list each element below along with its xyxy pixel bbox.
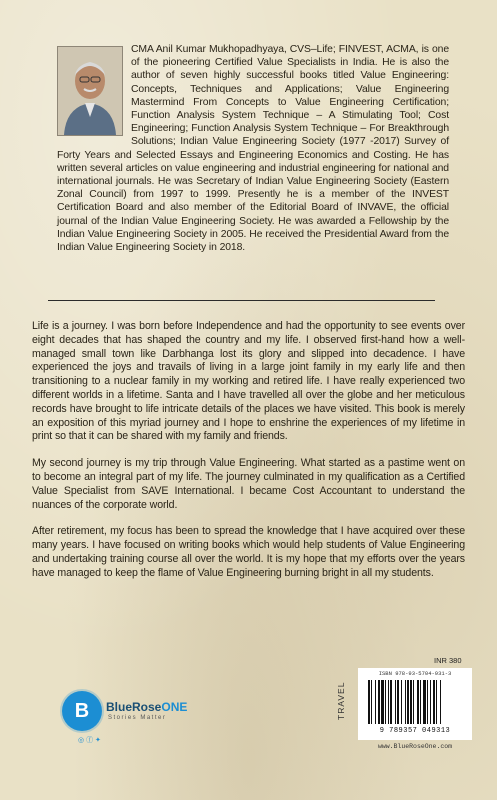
- publisher-name-part2: ONE: [161, 700, 188, 714]
- barcode-bar: [368, 680, 370, 724]
- instagram-icon: ◎: [78, 737, 85, 744]
- author-bio-section: [57, 43, 449, 254]
- author-bio-text: CMA Anil Kumar Mukhopadhyaya, CVS–Life; FINVEST, ACMA, is one of the pioneering Certified Value Specialists in India. He is also the author of seven highly successful books titled Value Engineering: Concepts, Techniques and Applications; Value Engineering Mastermind From Concepts to Value Engineering Certification; Function Analysis System Technique – A Stimulating Tool; Cost Engineering; Function Analysis System Technique – For Breakthrough Solutions; Indian Value Engineering Society (1977 -2017) Survey of Forty Years and Selected Essays and Engineering Economics and Costing. He has written several articles on value engineering and industrial engineering for national and international journals. He was Secretary of Indian Value Engineering Society (Eastern Zonal Council) from 1997 to 1999. Presently he is a member of the INVEST Certification Board and also member of the Editorial Board of INVAVE, the official journal of the Indian Value Engineering Society. He was awarded a Fellowship by the Indian Value Engineering Society in 2005. He received the Presidential Award from the Indian Value Engineering Society in 2018.: [57, 44, 449, 254]
- barcode-bar: [385, 680, 386, 724]
- author-portrait-icon: [58, 47, 122, 135]
- barcode-bar: [413, 680, 414, 724]
- barcode-bar: [410, 680, 412, 724]
- barcode-bar: [401, 680, 402, 724]
- publisher-name-part1: BlueRose: [106, 700, 162, 714]
- barcode-icon: [368, 680, 464, 724]
- barcode-bar: [407, 680, 409, 724]
- isbn-label: ISBN 978-93-5704-931-3: [378, 670, 452, 677]
- barcode-bar: [423, 680, 426, 724]
- publisher-name: [106, 700, 187, 714]
- barcode-bar: [390, 680, 392, 724]
- barcode-bar: [433, 680, 435, 724]
- barcode-bar: [378, 680, 380, 724]
- barcode-bar: [388, 680, 389, 724]
- description-paragraph: After retirement, my focus has been to spread the knowledge that I have acquired over these many years. I have focused on writing books which would help students of Value Engineering and undertaking training course all over the world. It is my hope that my efforts over the years have managed to keep the flame of Value Engineering burning bright in all my students.: [32, 525, 465, 579]
- barcode-bar: [427, 680, 428, 724]
- section-divider: [48, 300, 435, 301]
- barcode-bar: [371, 680, 372, 724]
- logo-letter: B: [74, 700, 90, 722]
- category-label: TRAVEL: [336, 681, 346, 720]
- barcode-bar: [375, 680, 376, 724]
- publisher-logo: [62, 691, 188, 731]
- book-description: [32, 320, 465, 594]
- website-url: www.BlueRoseOne.com: [377, 743, 453, 750]
- twitter-icon: ✦: [95, 737, 101, 744]
- publisher-tagline: Stories Matter: [108, 715, 167, 721]
- barcode-bar: [395, 680, 396, 724]
- barcode-bar: [417, 680, 419, 724]
- barcode-number: 9 789357 049313: [379, 727, 451, 735]
- price-label: INR 380: [434, 656, 462, 665]
- barcode-bar: [381, 680, 384, 724]
- barcode-bar: [436, 680, 437, 724]
- barcode-bar: [420, 680, 421, 724]
- barcode-bar: [440, 680, 441, 724]
- facebook-icon: ⓕ: [86, 737, 94, 744]
- description-paragraph: Life is a journey. I was born before Independence and had the opportunity to see events over eight decades that has shaped the country and my life. I observed first-hand how a well-managed small town like Darbhanga lost its glory and slipped into decadence. I have experienced the joys and travails of living in a large joint family in my early life and then transitioning to a nuclear family in my working and retired life. I have really experienced two different worlds in a lifetime. Santa and I have travelled all over the globe and her meticulous records have brought to life intricate details of the places we have visited. This book is merely an exposition of this myriad journey and I hope to enshrine the experiences of my lifetime in print so that it can be shared with my family and friends.: [32, 320, 465, 443]
- description-paragraph: My second journey is my trip through Value Engineering. What started as a pastime went on to become an integral part of my life. The journey culminated in my qualification as a Certified Value Specialist from SAVE International. I became Cost Accountant to understand the nuances of the corporate world.: [32, 457, 465, 511]
- barcode-bar: [430, 680, 431, 724]
- barcode-bar: [405, 680, 406, 724]
- author-photo: [57, 46, 123, 136]
- barcode-bar: [397, 680, 399, 724]
- social-icons: [78, 735, 101, 745]
